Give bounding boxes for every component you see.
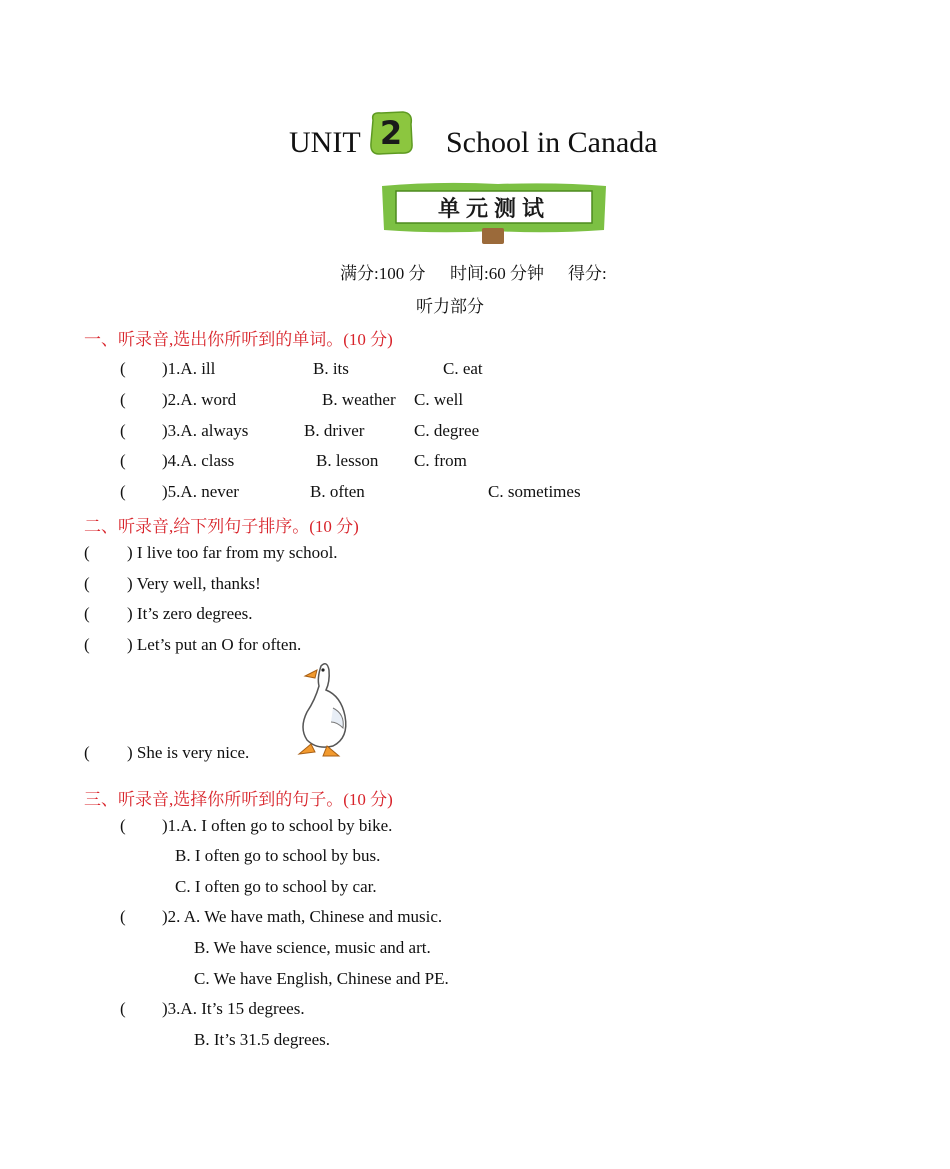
s1-q1-a: )1.A. ill (162, 359, 216, 378)
s3-paren[interactable]: ( (120, 816, 126, 835)
unit-label: UNIT (289, 126, 361, 159)
unit-number: 2 (379, 114, 403, 152)
s1-q3-a: )3.A. always (162, 421, 249, 440)
unit-number-badge (367, 110, 415, 156)
s3-q1-b: B. I often go to school by bus. (175, 846, 381, 865)
s2-paren[interactable]: ( (84, 543, 90, 562)
s1-q2-a: )2.A. word (162, 390, 237, 409)
s1-q4-a: )4.A. class (162, 451, 235, 470)
s1-q3-c: C. degree (414, 421, 480, 440)
s3-q2-c: C. We have English, Chinese and PE. (194, 969, 449, 988)
s1-q4-c: C. from (414, 451, 467, 470)
s1-q1-b: B. its (313, 359, 349, 378)
score-total: 满分:100 分 (340, 264, 426, 283)
s2-sentence: ) Very well, thanks! (127, 574, 261, 593)
s3-q3-a: )3.A. It’s 15 degrees. (162, 999, 305, 1018)
s3-paren[interactable]: ( (120, 907, 126, 926)
s1-paren[interactable]: ( (120, 482, 126, 501)
s1-q2-b: B. weather (322, 390, 396, 409)
s3-q2-a: )2. A. We have math, Chinese and music. (162, 907, 443, 926)
s3-paren[interactable]: ( (120, 999, 126, 1018)
s2-paren[interactable]: ( (84, 604, 90, 623)
s2-paren[interactable]: ( (84, 743, 90, 762)
s2-paren[interactable]: ( (84, 574, 90, 593)
s1-paren[interactable]: ( (120, 390, 126, 409)
s1-q5-b: B. often (310, 482, 365, 501)
section3-heading: 三、听录音,选择你所听到的句子。(10 分) (84, 790, 393, 809)
s1-paren[interactable]: ( (120, 359, 126, 378)
s1-q5-c: C. sometimes (488, 482, 581, 501)
s1-q4-b: B. lesson (316, 451, 379, 470)
part-label: 听力部分 (416, 297, 484, 316)
s3-q1-c: C. I often go to school by car. (175, 877, 377, 896)
section1-heading: 一、听录音,选出你所听到的单词。(10 分) (84, 330, 393, 349)
page-title: School in Canada (446, 126, 658, 159)
section2-heading: 二、听录音,给下列句子排序。(10 分) (84, 517, 359, 536)
s2-sentence: ) I live too far from my school. (127, 543, 338, 562)
s3-q3-b: B. It’s 31.5 degrees. (194, 1030, 330, 1049)
s1-q2-c: C. well (414, 390, 464, 409)
s1-q3-b: B. driver (304, 421, 365, 440)
s1-q5-a: )5.A. never (162, 482, 239, 501)
s3-q1-a: )1.A. I often go to school by bike. (162, 816, 393, 835)
s1-q1-c: C. eat (443, 359, 483, 378)
banner-post (482, 228, 504, 244)
s2-sentence: ) She is very nice. (127, 743, 250, 762)
s2-sentence: ) It’s zero degrees. (127, 604, 253, 623)
time-limit: 时间:60 分钟 (450, 264, 544, 283)
s1-paren[interactable]: ( (120, 421, 126, 440)
s2-paren[interactable]: ( (84, 635, 90, 654)
score-obtained: 得分: (568, 264, 607, 283)
s1-paren[interactable]: ( (120, 451, 126, 470)
goose-illustration (293, 656, 357, 760)
s2-sentence: ) Let’s put an O for often. (127, 635, 302, 654)
s3-q2-b: B. We have science, music and art. (194, 938, 431, 957)
unit-test-banner (378, 180, 610, 246)
banner-text: 单元测试 (437, 197, 551, 222)
